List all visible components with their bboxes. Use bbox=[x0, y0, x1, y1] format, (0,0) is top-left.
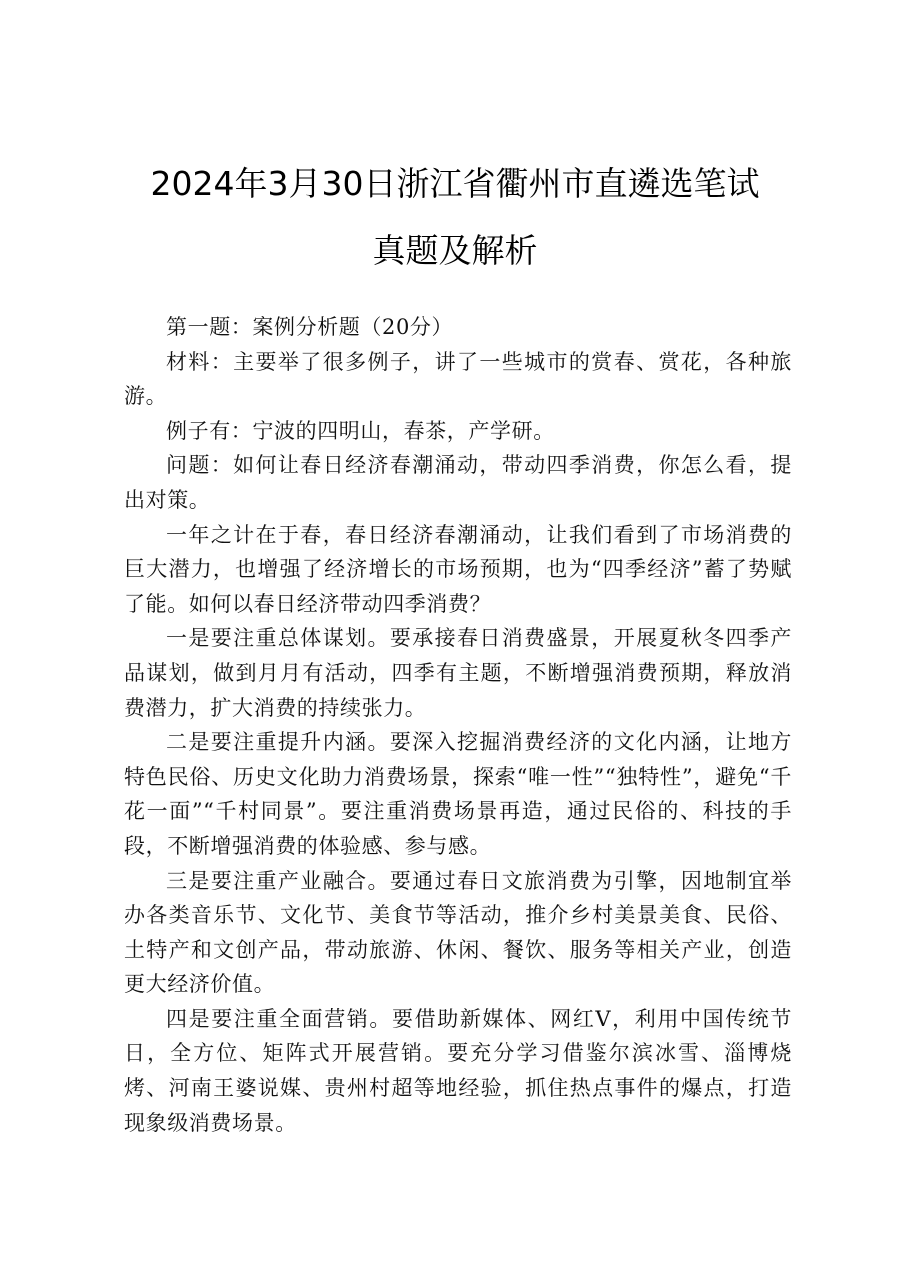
document-title-line2: 真题及解析 bbox=[372, 231, 538, 270]
answer-intro-paragraph: 一年之计在于春，春日经济春潮涌动，让我们看到了市场消费的巨大潜力，也增强了经济增长的市场预期，也为“四季经济”蓄了势赋了能。如何以春日经济带动四季消费？ bbox=[124, 522, 792, 616]
document-body bbox=[124, 310, 792, 1140]
answer-point-4: 四是要注重全面营销。要借助新媒体、网红V，利用中国传统节日，全方位、矩阵式开展营销。要充分学习借鉴尔滨冰雪、淄博烧烤、河南王婆说媒、贵州村超等地经验，抓住热点事件的爆点，打造现象级消费场景。 bbox=[124, 1006, 792, 1135]
answer-point-3: 三是要注重产业融合。要通过春日文旅消费为引擎，因地制宜举办各类音乐节、文化节、美食节等活动，推介乡村美景美食、民俗、土特产和文创产品，带动旅游、休闲、餐饮、服务等相关产业，创造更大经济价值。 bbox=[124, 868, 792, 997]
question-heading: 第一题：案例分析题（20分） bbox=[166, 315, 454, 339]
question-paragraph: 问题：如何让春日经济春潮涌动，带动四季消费，你怎么看，提出对策。 bbox=[124, 453, 792, 512]
examples-paragraph: 例子有：宁波的四明山，春茶，产学研。 bbox=[166, 418, 555, 443]
material-paragraph: 材料：主要举了很多例子，讲了一些城市的赏春、赏花，各种旅游。 bbox=[124, 349, 792, 409]
answer-point-1: 一是要注重总体谋划。要承接春日消费盛景，开展夏秋冬四季产品谋划，做到月月有活动，四季有主题，不断增强消费预期，释放消费潜力，扩大消费的持续张力。 bbox=[124, 626, 792, 720]
answer-point-2: 二是要注重提升内涵。要深入挖掘消费经济的文化内涵，让地方特色民俗、历史文化助力消费场景，探索“唯一性”“独特性”，避免“千花一面”“千村同景”。要注重消费场景再造，通过民俗的、科技的手段，不断增强消费的体验感、参与感。 bbox=[124, 730, 792, 858]
document-title-line1: 2024年3月30日浙江省衢州市直遴选笔试 bbox=[150, 164, 760, 203]
